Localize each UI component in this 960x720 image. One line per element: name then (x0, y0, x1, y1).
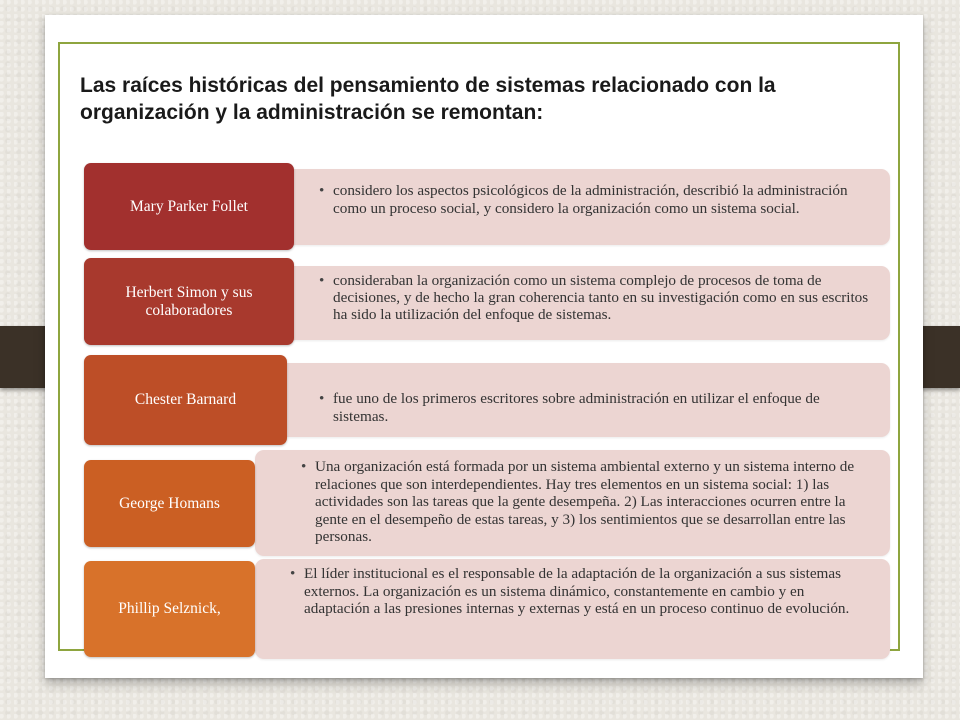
item-name-label: Chester Barnard (84, 355, 287, 445)
item-description-box (223, 363, 890, 437)
item-name-label: Herbert Simon y sus colaboradores (84, 258, 294, 345)
item-description: • fue uno de los primeros escritores sobre administración en utilizar el enfoque de sistemas. (333, 390, 872, 425)
item-name-label: Phillip Selznick, (84, 561, 255, 657)
slide-card (45, 15, 923, 678)
item-description-box (223, 266, 890, 340)
item-name-label: George Homans (84, 460, 255, 547)
item-description-box (255, 450, 890, 556)
item-name-label: Mary Parker Follet (84, 163, 294, 250)
item-description-box (223, 169, 890, 245)
item-description: • consideraban la organización como un sistema complejo de procesos de toma de decisiones, y de hecho la gran coherencia tanto en su investigación como en sus escritos ha sido la utilización del enfoque de sistemas. (333, 272, 872, 323)
item-description: • considero los aspectos psicológicos de la administración, describió la administración como un proceso social, y considero la organización como un sistema social. (333, 182, 872, 217)
item-description: • Una organización está formada por un sistema ambiental externo y un sistema interno de relaciones que son interdependientes. Hay tres elementos en un sistema social: 1) las actividades son las tareas que la gente desempeña. 2) Las interacciones ocurren entre la gente en el desempeño de estas tareas, y 3) los sentimientos que se desarrollan entre las personas. (315, 458, 872, 546)
slide-title: Las raíces históricas del pensamiento de sistemas relacionado con la organización y la administración se remontan: (80, 74, 776, 124)
item-description-box (255, 559, 890, 659)
item-description: • El líder institucional es el responsable de la adaptación de la organización a sus sistemas externos. La organización es un sistema dinámico, constantemente en cambio y en adaptación a las presiones internas y externas y está en un proceso continuo de evolución. (304, 565, 872, 618)
